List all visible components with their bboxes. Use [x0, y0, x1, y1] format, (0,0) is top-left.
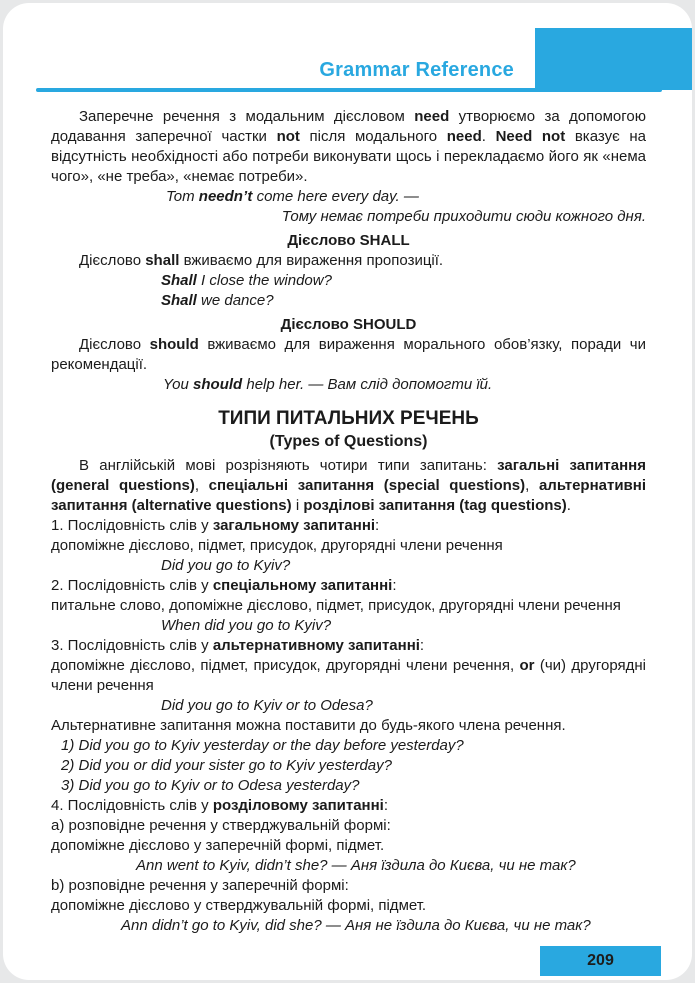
- page-number: 209: [587, 952, 614, 969]
- text-segment: 3. Послідовність слів у: [51, 637, 213, 654]
- text-segment: допоміжне дієслово у стверджувальній формі, підмет.: [51, 897, 427, 914]
- text-segment: ,: [194, 477, 209, 494]
- text-segment: we dance?: [196, 292, 274, 309]
- text-segment: ,: [525, 477, 539, 494]
- text-segment: (чи) другорядні члени речення: [51, 657, 646, 694]
- text-segment: :: [392, 577, 397, 594]
- subtitle: [51, 431, 646, 452]
- text-segment: Did you go to Kyiv or to Odesa?: [161, 697, 373, 714]
- text-segment: і: [291, 497, 304, 514]
- text-segment: загальному запитанні: [212, 517, 376, 534]
- paragraph: [51, 516, 646, 536]
- text-segment: should: [193, 376, 243, 393]
- paragraph: [51, 456, 646, 516]
- text-segment: Дієслово SHOULD: [280, 316, 417, 333]
- text-segment: В англійській мові розрізняють чотири типи запитань:: [79, 457, 498, 474]
- paragraph: [51, 596, 646, 616]
- text-segment: Тому немає потреби приходити сюди кожного дня.: [281, 208, 646, 225]
- paragraph: [51, 656, 646, 696]
- text-segment: розділовому запитанні: [212, 797, 384, 814]
- text-segment: not: [276, 128, 300, 145]
- page-title: Grammar Reference: [319, 59, 514, 81]
- text-segment: допоміжне дієслово у заперечній формі, підмет.: [51, 837, 385, 854]
- example-line: [161, 271, 646, 291]
- paragraph: [51, 876, 646, 896]
- example-line: [163, 375, 646, 395]
- header-corner-tab: [535, 28, 692, 90]
- text-segment: I close the window?: [196, 272, 332, 289]
- text-segment: need: [414, 108, 450, 125]
- example-line: [136, 856, 646, 876]
- paragraph: [51, 335, 646, 375]
- text-segment: спеціальні запитання (special questions): [208, 477, 526, 494]
- paragraph: [51, 536, 646, 556]
- text-segment: Did you go to Kyiv?: [161, 557, 291, 574]
- text-segment: після модального: [299, 128, 447, 145]
- text-segment: .: [481, 128, 496, 145]
- text-segment: or: [519, 657, 535, 674]
- example-line: [161, 556, 646, 576]
- text-segment: When did you go to Kyiv?: [161, 617, 332, 634]
- text-segment: Альтернативне запитання можна поставити до будь-якого члена речення.: [51, 717, 566, 734]
- text-segment: допоміжне дієслово, підмет, присудок, другорядні члени речення,: [51, 657, 520, 674]
- example-line: [51, 207, 646, 227]
- text-segment: Shall: [161, 272, 197, 289]
- text-segment: альтернативні запитання (alternative questions): [51, 477, 646, 514]
- text-segment: :: [419, 637, 425, 654]
- text-segment: 2. Послідовність слів у: [51, 577, 213, 594]
- text-segment: shall: [145, 252, 180, 269]
- text-segment: You: [163, 376, 194, 393]
- text-segment: альтернативному запитанні: [212, 637, 420, 654]
- text-segment: вказує на відсутність необхідності або потреби виконувати щось і перекладаємо його як «нема чого», «не треба», «немає потреби».: [51, 128, 646, 185]
- paragraph: [51, 836, 646, 856]
- text-segment: Ann went to Kyiv, didn’t she? — Аня їздила до Києва, чи не так?: [136, 857, 576, 874]
- example-line: [61, 736, 646, 756]
- text-segment: 2) Did you or did your sister go to Kyiv yesterday?: [61, 757, 392, 774]
- text-segment: вживаємо для вираження морального обов’язку, поради чи рекомендації.: [51, 336, 647, 373]
- paragraph: [51, 251, 646, 271]
- paragraph: [51, 107, 646, 187]
- text-segment: Tom: [166, 188, 199, 205]
- text-segment: питальне слово, допоміжне дієслово, підмет, присудок, другорядні члени речення: [51, 597, 621, 614]
- text-segment: (Types of Questions): [269, 433, 428, 450]
- text-segment: Дієслово: [79, 252, 146, 269]
- page-number-badge: [540, 946, 661, 976]
- header-rule: [36, 88, 662, 92]
- text-segment: 3) Did you go to Kyiv or to Odesa yesterday?: [61, 777, 360, 794]
- paragraph: [51, 896, 646, 916]
- text-segment: Дієслово SHALL: [287, 232, 410, 249]
- text-segment: допоміжне дієслово, підмет, присудок, другорядні члени речення: [51, 537, 503, 554]
- text-segment: needn’t: [198, 188, 253, 205]
- text-segment: 4. Послідовність слів у: [51, 797, 213, 814]
- paragraph: [51, 576, 646, 596]
- text-segment: утворюємо за допомогою додавання заперечної частки: [51, 108, 646, 145]
- paragraph: [51, 816, 646, 836]
- example-line: [161, 291, 646, 311]
- main-title: [51, 407, 646, 431]
- text-segment: need: [446, 128, 482, 145]
- example-line: [61, 776, 646, 796]
- paragraph: [51, 716, 646, 736]
- section-heading: [51, 231, 646, 251]
- text-segment: Ann didn’t go to Kyiv, did she? — Аня не їздила до Києва, чи не так?: [121, 917, 591, 934]
- paragraph: [51, 636, 646, 656]
- text-segment: спеціальному запитанні: [212, 577, 393, 594]
- text-segment: should: [149, 336, 199, 353]
- text-segment: Need not: [495, 128, 566, 145]
- text-segment: 1) Did you go to Kyiv yesterday or the day before yesterday?: [61, 737, 464, 754]
- text-segment: come here every day. —: [252, 188, 419, 205]
- text-segment: ТИПИ ПИТАЛЬНИХ РЕЧЕНЬ: [218, 408, 479, 429]
- text-segment: :: [383, 797, 389, 814]
- section-heading: [51, 315, 646, 335]
- example-line: [166, 187, 646, 207]
- text-segment: :: [375, 517, 380, 534]
- text-segment: help her. — Вам слід допомогти їй.: [242, 376, 493, 393]
- content: [51, 107, 646, 936]
- text-segment: а) розповідне речення у стверджувальній формі:: [51, 817, 391, 834]
- paragraph: [51, 796, 646, 816]
- text-segment: Shall: [161, 292, 197, 309]
- text-segment: розділові запитання (tag questions): [303, 497, 567, 514]
- text-segment: загальні запитання (general questions): [51, 457, 646, 494]
- text-segment: 1. Послідовність слів у: [51, 517, 213, 534]
- text-segment: вживаємо для вираження пропозиції.: [179, 252, 444, 269]
- text-segment: .: [566, 497, 571, 514]
- text-segment: b) розповідне речення у заперечній формі:: [51, 877, 349, 894]
- text-segment: Заперечне речення з модальним дієсловом: [79, 108, 415, 125]
- example-line: [161, 616, 646, 636]
- example-line: [61, 756, 646, 776]
- textbook-page: [3, 3, 692, 980]
- example-line: [121, 916, 646, 936]
- text-segment: Дієслово: [79, 336, 150, 353]
- example-line: [161, 696, 646, 716]
